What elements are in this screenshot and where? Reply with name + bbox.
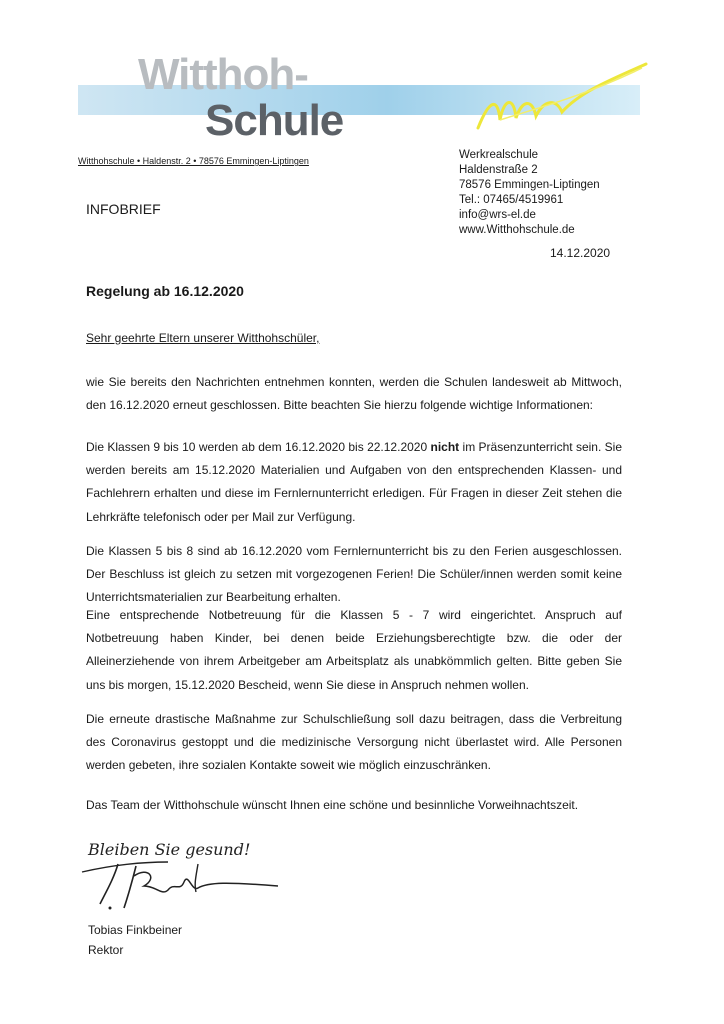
address-line: 78576 Emmingen-Liptingen	[459, 179, 600, 191]
address-email: info@wrs-el.de	[459, 209, 536, 221]
paragraph-text: Die Klassen 9 bis 10 werden ab dem 16.12.2020 bis 22.12.2020	[86, 440, 431, 454]
address-line: Werkrealschule	[459, 149, 539, 161]
paragraph-classes-5-8: Die Klassen 5 bis 8 sind ab 16.12.2020 vom Fernlernunterricht bis zu den Ferien ausgeschlossen. Der Beschluss ist gleich zu setzen mit vorgezogenen Ferien! Die Schüler/innen werden somit keine Unterrichtsmaterialien zur Bearbeitung erhalten.	[86, 544, 622, 605]
address-line: Haldenstraße 2	[459, 164, 538, 176]
letter-subject: Regelung ab 16.12.2020	[86, 283, 244, 299]
logo-swoosh-icon	[470, 58, 650, 138]
address-phone: Tel.: 07465/4519961	[459, 194, 564, 206]
logo-text-line1: Witthoh-	[138, 50, 308, 99]
paragraph-intro: wie Sie bereits den Nachrichten entnehmen konnten, werden die Schulen landesweit ab Mittwoch, den 16.12.2020 erneut geschlossen. Bitte beachten Sie hierzu folgende wichtige Informationen:	[86, 375, 622, 413]
signer-block	[88, 920, 182, 960]
sender-line: Witthohschule • Haldenstr. 2 • 78576 Emmingen-Liptingen	[78, 156, 309, 166]
school-address-block	[459, 148, 600, 238]
document-type: INFOBRIEF	[86, 201, 161, 217]
emphasis-text: nicht	[430, 440, 460, 454]
paragraph-closing: Das Team der Witthohschule wünscht Ihnen eine schöne und besinnliche Vorweihnachtszeit.	[86, 798, 579, 812]
address-website: www.Witthohschule.de	[459, 224, 575, 236]
signer-name: Tobias Finkbeiner	[88, 923, 183, 937]
paragraph-measures: Die erneute drastische Maßnahme zur Schulschließung soll dazu beitragen, dass die Verbreitung des Coronavirus gestoppt und die medizinische Versorgung nicht überlastet wird. Alle Personen werden gebeten, ihre sozialen Kontakte soweit wie möglich einzuschränken.	[86, 712, 622, 773]
handwritten-greeting: Bleiben Sie gesund!	[88, 840, 251, 859]
paragraph-text: im Präsenzunterricht sein. Sie werden bereits am 15.12.2020 Materialien und Aufgaben von den entsprechenden Klassen- und Fachlehrern erhalten und diese im Fernlernunterricht erledigen. Für Fragen in dieser Zeit stehen die Lehrkräfte telefonisch oder per Mail zur Verfügung.	[86, 440, 622, 524]
signature-icon	[78, 852, 283, 922]
paragraph-classes-9-10	[86, 436, 622, 529]
signer-title: Rektor	[88, 943, 124, 957]
letter-date: 14.12.2020	[550, 246, 611, 260]
logo-text-line2: Schule	[205, 96, 344, 145]
salutation: Sehr geehrte Eltern unserer Witthohschüler,	[86, 331, 320, 345]
paragraph-notbetreuung: Eine entsprechende Notbetreuung für die Klassen 5 - 7 wird eingerichtet. Anspruch auf Notbetreuung haben Kinder, bei denen beide Erziehungsberechtigte bzw. die oder der Alleinerziehende von ihrem Arbeitgeber am Arbeitsplatz als unabkömmlich gelten. Bitte geben Sie uns bis morgen, 15.12.2020 Bescheid, wenn Sie diese in Anspruch nehmen wollen.	[86, 608, 622, 692]
